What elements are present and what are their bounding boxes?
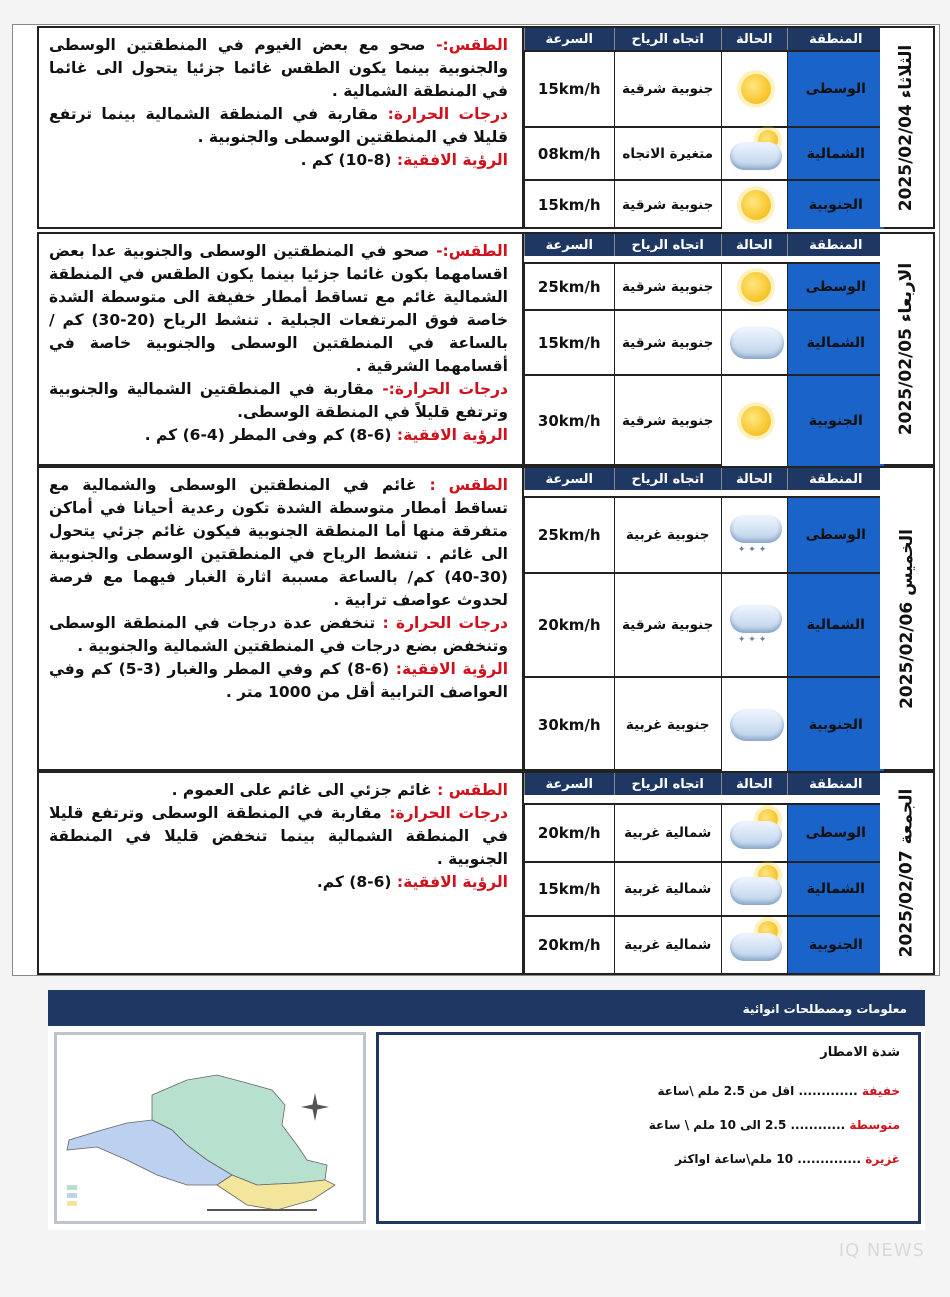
region-name: الوسطى [787, 264, 884, 309]
header-wind-direction: اتجاه الرياح [614, 234, 721, 256]
sun-icon [722, 181, 787, 229]
wind-speed: 25km/h [524, 264, 614, 309]
wind-direction: جنوبية شرقية [614, 181, 721, 229]
watermark: IQ NEWS [838, 1240, 925, 1261]
rain-heavy: غزيرة .............. 10 ملم\ساعة اواكثر [675, 1152, 900, 1166]
wind-direction: جنوبية شرقية [614, 264, 721, 309]
weather-state [721, 311, 787, 374]
table-header [524, 468, 884, 490]
weather-line: الطقس : غائم جزئي الى غائم على العموم . [171, 781, 508, 799]
rain-cloud-icon: ✦ ✦ ✦ [722, 574, 787, 676]
sun-icon [722, 52, 787, 126]
header-wind-direction: اتجاه الرياح [614, 468, 721, 490]
table-row [524, 262, 884, 309]
weather-state [721, 917, 787, 973]
sun-icon [722, 264, 787, 309]
header-speed: السرعة [524, 28, 614, 50]
table-row [524, 861, 884, 915]
cloud-icon [722, 311, 787, 374]
weather-line: الطقس : غائم في المنطقتين الوسطى والشمالية مع تساقط أمطار متوسطة الشدة تكون رعدية أحيانا في أماكن متفرقة منها أما المنطقة الجنوبية فيكون غائم جزئي يتحول الى غائم . تنشط الرياح في المنطقتين الوسطى والجنوبية (30-40) كم/ بالساعة مسببة اثارة الغبار فيهما مع فرصة لحدوث عواصف ترابية . [49, 476, 508, 609]
visibility-line: الرؤية الافقية: (6-8) كم وفي المطر والغبار (3-5) كم وفي العواصف الترابية أقل من 1000 متر . [49, 660, 509, 701]
forecast-text [39, 28, 522, 227]
wind-direction: جنوبية شرقية [614, 376, 721, 466]
partly-cloudy-icon [722, 805, 787, 861]
forecast-table [522, 28, 884, 227]
region-name: الشمالية [787, 863, 884, 915]
cloud-icon [722, 678, 787, 771]
table-row [524, 179, 884, 229]
partly-cloudy-icon [722, 128, 787, 179]
weather-state [721, 805, 787, 861]
region-name: الشمالية [787, 128, 884, 179]
wind-speed: 15km/h [524, 181, 614, 229]
day-date: الاربعاء 2025/02/05 [880, 234, 933, 464]
wind-direction: شمالية غربية [614, 805, 721, 861]
wind-direction: جنوبية شرقية [614, 574, 721, 676]
weather-state [721, 498, 787, 572]
wind-direction: جنوبية غربية [614, 678, 721, 771]
forecast-day [37, 466, 935, 771]
wind-speed: 30km/h [524, 678, 614, 771]
sun-icon [722, 376, 787, 466]
table-row [524, 309, 884, 374]
region-name: الجنوبية [787, 376, 884, 466]
wind-direction: جنوبية شرقية [614, 52, 721, 126]
day-date: الثلاثاء 2025/02/04 [880, 28, 933, 227]
table-header [524, 28, 884, 50]
rain-title: شدة الامطار [820, 1045, 900, 1060]
table-row [524, 126, 884, 179]
header-speed: السرعة [524, 468, 614, 490]
wind-speed: 25km/h [524, 498, 614, 572]
wind-direction: جنوبية غربية [614, 498, 721, 572]
info-panel [48, 990, 925, 1230]
forecast-text [39, 468, 522, 769]
region-name: الوسطى [787, 805, 884, 861]
weather-line: الطقس:- صحو في المنطقتين الوسطى والجنوبية عدا بعض اقسامهما بكون غائما جزئيا بينما يكون الطقس في المنطقة الشمالية غائم مع تساقط أمطار خفيفة الى متوسطة الشدة خاصة فوق المرتفعات الجبلية . تنشط الرياح (20-30) كم /بالساعة في المنطقتين الوسطى والجنوبية خاصة في أقسامهما الشرقية . [49, 242, 508, 375]
wind-speed: 20km/h [524, 917, 614, 973]
visibility-line: الرؤية الافقية: (6-8) كم وفى المطر (4-6) كم . [144, 426, 508, 444]
temperature-line: درجات الحرارة: مقاربة في المنطقة الشمالية بينما ترتفع قليلا في المنطقتين الوسطى والجنوبية . [49, 105, 509, 146]
weather-state [721, 264, 787, 309]
weather-state [721, 181, 787, 229]
header-region: المنطقة [787, 234, 884, 256]
region-name: الجنوبية [787, 917, 884, 973]
wind-speed: 30km/h [524, 376, 614, 466]
forecast-day [37, 232, 935, 466]
weather-state [721, 574, 787, 676]
weather-state [721, 863, 787, 915]
weather-state [721, 128, 787, 179]
forecast-table [522, 234, 884, 464]
header-state: الحالة [721, 773, 787, 795]
rain-moderate: متوسطة ............ 2.5 الى 10 ملم \ ساعة [648, 1118, 900, 1132]
visibility-line: الرؤية الافقية: (6-8) كم. [316, 873, 508, 891]
weather-state [721, 52, 787, 126]
region-name: الوسطى [787, 498, 884, 572]
partly-cloudy-icon [722, 863, 787, 915]
day-date: الجمعة 2025/02/07 [880, 773, 933, 973]
weather-state [721, 376, 787, 466]
table-header [524, 234, 884, 256]
forecast-table [522, 468, 884, 769]
header-region: المنطقة [787, 28, 884, 50]
header-wind-direction: اتجاه الرياح [614, 28, 721, 50]
rain-light: خفيفة ............. اقل من 2.5 ملم \ساعة [657, 1084, 900, 1098]
header-speed: السرعة [524, 773, 614, 795]
rain-intensity-legend [376, 1032, 921, 1224]
visibility-line: الرؤية الافقية: (8-10) كم . [300, 151, 508, 169]
region-name: الجنوبية [787, 678, 884, 771]
wind-speed: 20km/h [524, 805, 614, 861]
table-header [524, 773, 884, 795]
table-row [524, 50, 884, 126]
forecast-day [37, 771, 935, 975]
day-date: الخميس 2025/02/06 [880, 468, 933, 769]
region-name: الشمالية [787, 574, 884, 676]
temperature-line: درجات الحرارة: مقاربة في المنطقة الوسطى وترتفع قليلا في المنطقة الشمالية بينما تنخفض قليلا في المنطقة الجنوبية . [49, 804, 508, 868]
info-title: معلومات ومصطلحات انوائية [48, 990, 925, 1026]
temperature-line: درجات الحرارة:- مقاربة في المنطقتين الشمالية والجنوبية وترتفع قليلاً في المنطقة الوسطى. [49, 380, 508, 421]
rain-cloud-icon: ✦ ✦ ✦ [722, 498, 787, 572]
wind-direction: جنوبية شرقية [614, 311, 721, 374]
wind-speed: 15km/h [524, 863, 614, 915]
weather-state [721, 678, 787, 771]
region-name: الجنوبية [787, 181, 884, 229]
wind-speed: 08km/h [524, 128, 614, 179]
header-state: الحالة [721, 468, 787, 490]
wind-speed: 15km/h [524, 52, 614, 126]
header-speed: السرعة [524, 234, 614, 256]
table-row [524, 374, 884, 466]
table-row [524, 803, 884, 861]
table-row [524, 572, 884, 676]
table-row [524, 676, 884, 771]
header-wind-direction: اتجاه الرياح [614, 773, 721, 795]
temperature-line: درجات الحرارة : تنخفض عدة درجات في المنطقة الوسطى وتنخفض بضع درجات في المنطقتين الشمالية والجنوبية . [49, 614, 508, 655]
regions-map [54, 1032, 366, 1224]
weather-line: الطقس:- صحو مع بعض الغيوم في المنطقتين الوسطى والجنوبية بينما يكون الطقس غائما جزئيا يتحول الى غائما في المنطقة الشمالية . [49, 36, 508, 100]
table-row [524, 915, 884, 973]
header-region: المنطقة [787, 773, 884, 795]
header-state: الحالة [721, 234, 787, 256]
forecast-text [39, 773, 522, 973]
wind-direction: شمالية غربية [614, 863, 721, 915]
header-region: المنطقة [787, 468, 884, 490]
region-name: الشمالية [787, 311, 884, 374]
table-row [524, 496, 884, 572]
wind-speed: 20km/h [524, 574, 614, 676]
iraq-map-icon [57, 1035, 363, 1221]
forecast-table [522, 773, 884, 973]
forecast-day [37, 26, 935, 229]
region-name: الوسطى [787, 52, 884, 126]
header-state: الحالة [721, 28, 787, 50]
partly-cloudy-icon [722, 917, 787, 973]
forecast-text [39, 234, 522, 464]
wind-direction: شمالية غربية [614, 917, 721, 973]
wind-speed: 15km/h [524, 311, 614, 374]
wind-direction: متغيرة الاتجاه [614, 128, 721, 179]
